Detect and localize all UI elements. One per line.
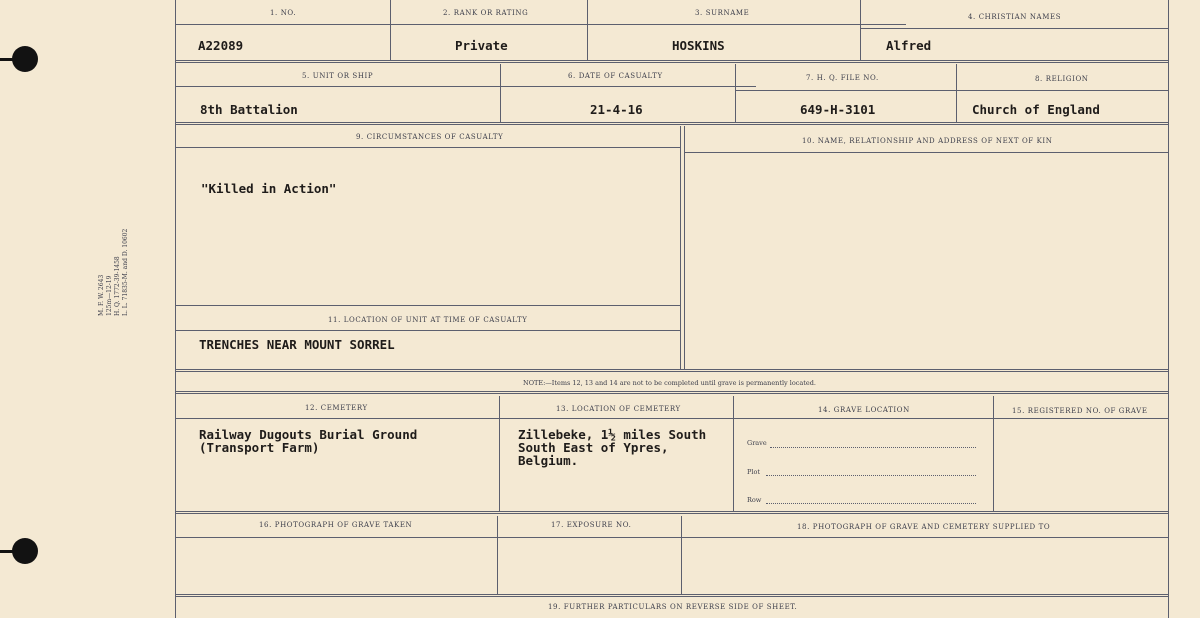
christian-names-label: 4. CHRISTIAN NAMES xyxy=(968,13,1062,21)
rule xyxy=(735,90,1168,91)
grave-field-line xyxy=(770,447,976,448)
cemetery-location-label: 13. LOCATION OF CEMETERY xyxy=(556,405,681,413)
rule xyxy=(176,511,1168,514)
rule xyxy=(684,126,685,370)
row-field-line xyxy=(766,503,976,504)
next-of-kin-label: 10. NAME, RELATIONSHIP AND ADDRESS OF NEXT OF KIN xyxy=(802,137,1053,145)
rank-value: Private xyxy=(455,38,508,53)
rule xyxy=(176,537,1168,538)
grave-location-label: 14. GRAVE LOCATION xyxy=(818,406,910,414)
rule xyxy=(390,0,391,60)
rule xyxy=(176,24,906,25)
no-label: 1. NO. xyxy=(270,9,297,17)
date-value: 21-4-16 xyxy=(590,102,643,117)
rule xyxy=(499,396,500,511)
photo-taken-label: 16. PHOTOGRAPH OF GRAVE TAKEN xyxy=(259,521,413,529)
rule xyxy=(176,305,680,306)
location-unit-label: 11. LOCATION OF UNIT AT TIME OF CASUALTY xyxy=(328,316,528,324)
surname-value: HOSKINS xyxy=(672,38,725,53)
service-number: A22089 xyxy=(198,38,244,53)
rule xyxy=(176,60,1168,63)
rule xyxy=(684,152,1168,153)
rule xyxy=(500,64,501,122)
side-print-line: L. L. 71835-M. and D. 10602 xyxy=(122,228,129,316)
rule xyxy=(176,147,680,148)
side-print-line: M. F. W. 2643 xyxy=(98,274,105,316)
file-value: 649-H-3101 xyxy=(800,102,876,117)
side-print-line: H. Q. 1772-39-1458 xyxy=(114,256,121,316)
file-label: 7. H. Q. FILE NO. xyxy=(806,74,879,82)
footer-note: 19. FURTHER PARTICULARS ON REVERSE SIDE OF SHEET. xyxy=(548,603,798,611)
rule xyxy=(176,369,1168,372)
side-print-line: 125m—12-19 xyxy=(106,275,113,316)
photo-supplied-label: 18. PHOTOGRAPH OF GRAVE AND CEMETERY SUPPLIED TO xyxy=(797,523,1051,531)
rule xyxy=(176,391,1168,394)
punch-hole-top-mark xyxy=(0,58,20,61)
rule xyxy=(176,594,1168,597)
rule xyxy=(497,516,498,594)
rule xyxy=(733,396,734,511)
date-label: 6. DATE OF CASUALTY xyxy=(568,72,663,80)
note-text: NOTE:—Items 12, 13 and 14 are not to be completed until grave is permanently located. xyxy=(523,379,816,387)
row-field-label: Row xyxy=(747,496,762,504)
rule xyxy=(176,330,680,331)
punch-hole-bottom-mark xyxy=(0,550,20,553)
cemetery-label: 12. CEMETERY xyxy=(305,404,368,412)
cemetery-location-line: South East of Ypres, xyxy=(518,440,669,455)
rule xyxy=(860,28,1168,29)
side-print-code xyxy=(98,190,130,316)
frame-right xyxy=(1168,0,1169,618)
cemetery-line: (Transport Farm) xyxy=(199,440,320,455)
cemetery-location-line: Zillebeke, 1½ miles South xyxy=(518,427,707,442)
exposure-label: 17. EXPOSURE NO. xyxy=(551,521,632,529)
circumstances-label: 9. CIRCUMSTANCES OF CASUALTY xyxy=(356,133,504,141)
rule xyxy=(176,418,1168,419)
religion-value: Church of England xyxy=(972,102,1100,117)
unit-value: 8th Battalion xyxy=(200,102,298,117)
christian-names-value: Alfred xyxy=(886,38,932,53)
frame-left xyxy=(175,0,176,618)
rule xyxy=(176,122,1168,125)
unit-label: 5. UNIT OR SHIP xyxy=(302,72,374,80)
cemetery-line: Railway Dugouts Burial Ground xyxy=(199,427,418,442)
registered-no-label: 15. REGISTERED NO. OF GRAVE xyxy=(1012,407,1148,415)
rule xyxy=(176,86,756,87)
religion-label: 8. RELIGION xyxy=(1035,75,1089,83)
grave-field-label: Grave xyxy=(747,439,767,447)
cemetery-location-line: Belgium. xyxy=(518,453,579,468)
plot-field-label: Plot xyxy=(747,468,760,476)
plot-field-line xyxy=(766,475,976,476)
rule xyxy=(587,0,588,60)
rule xyxy=(735,64,736,122)
rule xyxy=(956,64,957,122)
location-unit-value: TRENCHES NEAR MOUNT SORREL xyxy=(199,337,395,352)
rank-label: 2. RANK OR RATING xyxy=(443,9,529,17)
rule xyxy=(681,516,682,594)
circumstances-value: "Killed in Action" xyxy=(201,181,337,196)
rule xyxy=(993,396,994,511)
rule xyxy=(680,126,681,370)
surname-label: 3. SURNAME xyxy=(695,9,750,17)
rule xyxy=(860,0,861,60)
